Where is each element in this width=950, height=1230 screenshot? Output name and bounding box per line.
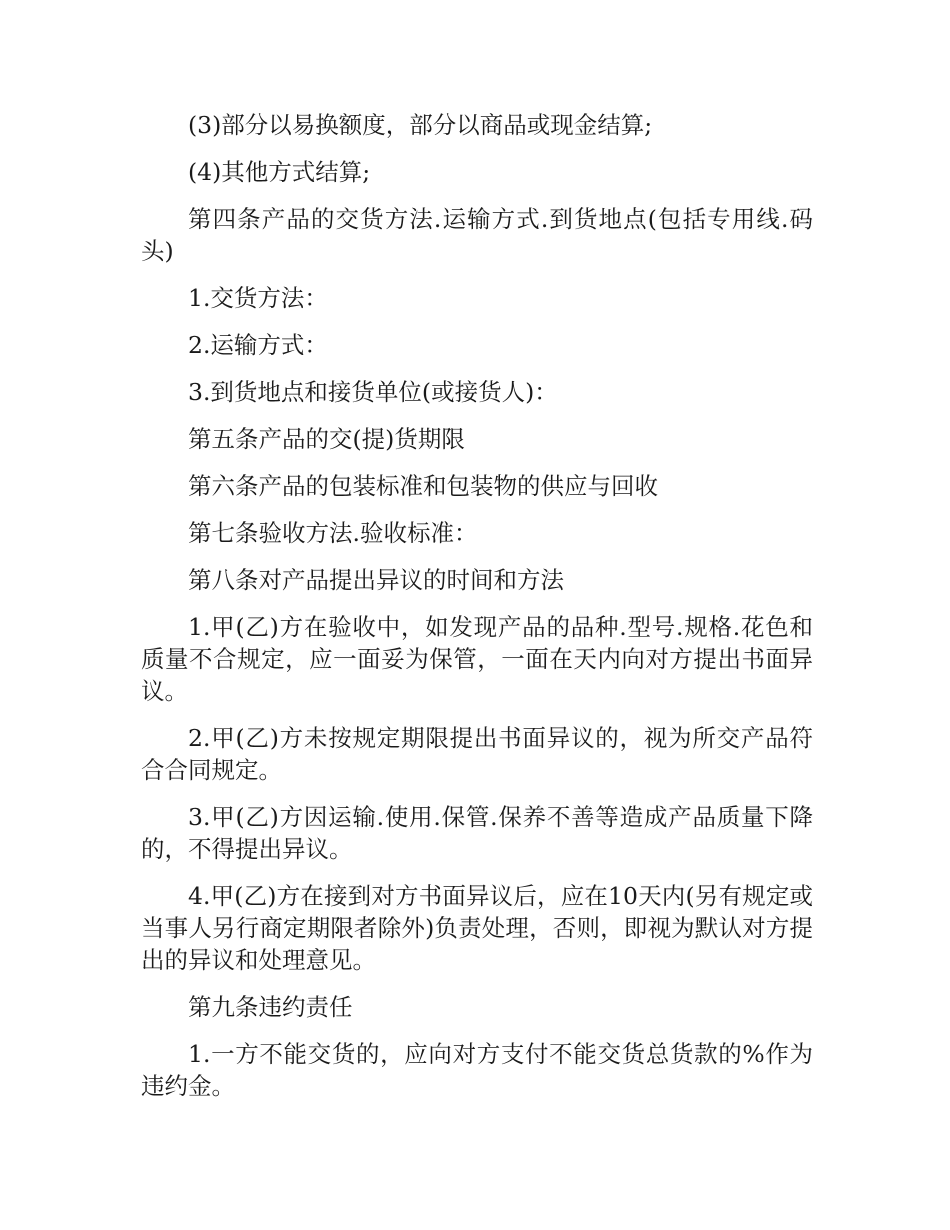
paragraph-settlement-3: (3)部分以易换额度，部分以商品或现金结算; [188, 111, 653, 139]
article-4-item-1: 1.交货方法： [188, 284, 328, 312]
paragraph-settlement-4: (4)其他方式结算; [188, 158, 371, 186]
article-7-heading: 第七条验收方法.验收标准： [188, 519, 478, 547]
article-6-heading: 第六条产品的包装标准和包装物的供应与回收 [188, 472, 658, 500]
article-8-item-3: 3.甲(乙)方因运输.使用.保管.保养不善等造成产品质量下降的，不得提出异议。 [141, 803, 813, 863]
article-4-heading: 第四条产品的交货方法.运输方式.到货地点(包括专用线.码头) [141, 205, 813, 265]
article-8-item-1: 1.甲(乙)方在验收中，如发现产品的品种.型号.规格.花色和质量不合规定，应一面妥为保管，一面在天内向对方提出书面异议。 [141, 613, 813, 705]
article-4-item-3: 3.到货地点和接货单位(或接货人)： [188, 378, 558, 406]
article-8-item-4: 4.甲(乙)方在接到对方书面异议后，应在10天内(另有规定或当事人另行商定期限者除外)负责处理，否则，即视为默认对方提出的异议和处理意见。 [141, 882, 813, 974]
article-5-heading: 第五条产品的交(提)货期限 [188, 425, 465, 453]
article-8-heading: 第八条对产品提出异议的时间和方法 [188, 566, 564, 594]
article-8-item-2: 2.甲(乙)方未按规定期限提出书面异议的，视为所交产品符合合同规定。 [141, 724, 813, 784]
article-9-item-1: 1.一方不能交货的，应向对方支付不能交货总货款的%作为违约金。 [141, 1040, 813, 1100]
article-4-item-2: 2.运输方式： [188, 331, 328, 359]
document-page [141, 109, 813, 1102]
article-9-heading: 第九条违约责任 [188, 993, 353, 1021]
